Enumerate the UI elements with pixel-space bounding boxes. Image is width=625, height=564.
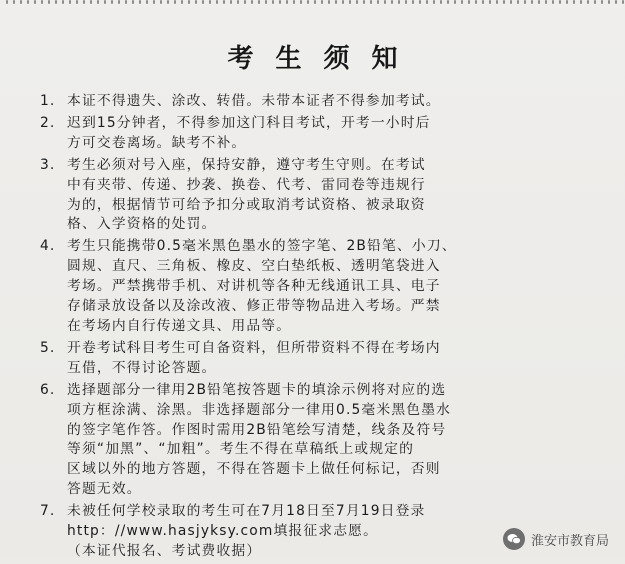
perforation-mark — [69, 0, 71, 4]
perforation-mark — [510, 0, 512, 4]
perforation-mark — [440, 0, 442, 4]
perforation-mark — [405, 0, 407, 4]
perforation-mark — [272, 0, 274, 4]
perforation-mark — [566, 0, 568, 4]
watermark — [503, 528, 609, 550]
notice-item — [40, 92, 600, 112]
perforation-mark — [174, 0, 176, 4]
perforation-mark — [552, 0, 554, 4]
perforation-mark — [447, 0, 449, 4]
perforation-mark — [426, 0, 428, 4]
perforation-mark — [335, 0, 337, 4]
perforation-mark — [181, 0, 183, 4]
perforation-edge — [0, 0, 625, 12]
notice-text-line: 迟到15分钟者，不得参加这门科目考试，开考一小时后 — [67, 114, 431, 131]
perforation-mark — [251, 0, 253, 4]
watermark-text: 淮安市教育局 — [530, 533, 609, 549]
perforation-mark — [202, 0, 204, 4]
perforation-mark — [76, 0, 78, 4]
notice-text-line: 答题无效。 — [67, 481, 142, 498]
notice-number: 7. — [40, 503, 56, 520]
perforation-mark — [230, 0, 232, 4]
perforation-mark — [62, 0, 64, 4]
perforation-mark — [356, 0, 358, 4]
notice-text-line: 考生只能携带0.5毫米黑色墨水的签字笔、2B铅笔、小刀、 — [67, 238, 457, 255]
notice-text-line: 未被任何学校录取的考生可在7月18日至7月19日登录 — [67, 503, 426, 520]
perforation-mark — [237, 0, 239, 4]
perforation-mark — [132, 0, 134, 4]
notice-text-line: 方可交卷离场。缺考不补。 — [67, 134, 247, 151]
perforation-mark — [517, 0, 519, 4]
perforation-mark — [363, 0, 365, 4]
perforation-mark — [475, 0, 477, 4]
notice-text-line: （本证代报名、考试费收据） — [67, 542, 262, 559]
perforation-mark — [468, 0, 470, 4]
perforation-mark — [349, 0, 351, 4]
perforation-mark — [55, 0, 57, 4]
perforation-mark — [503, 0, 505, 4]
perforation-mark — [615, 0, 617, 4]
perforation-mark — [139, 0, 141, 4]
perforation-mark — [321, 0, 323, 4]
perforation-mark — [6, 0, 8, 4]
notice-text-line: 考生必须对号入座，保持安静，遵守考生守则。在考试 — [67, 156, 426, 173]
perforation-mark — [580, 0, 582, 4]
perforation-mark — [209, 0, 211, 4]
perforation-mark — [125, 0, 127, 4]
perforation-mark — [118, 0, 120, 4]
perforation-mark — [48, 0, 50, 4]
notice-number: 3. — [40, 156, 56, 173]
notice-text-line: 在考场内自行传递文具、用品等。 — [67, 317, 292, 334]
notice-text-line: 区域以外的地方答题，不得在答题卡上做任何标记，否则 — [67, 461, 441, 478]
perforation-mark — [531, 0, 533, 4]
perforation-mark — [391, 0, 393, 4]
perforation-mark — [216, 0, 218, 4]
perforation-mark — [153, 0, 155, 4]
notice-text-line: 开卷考试科目考生可自备资料，但所带资料不得在考场内 — [67, 339, 441, 356]
perforation-mark — [328, 0, 330, 4]
perforation-mark — [195, 0, 197, 4]
notice-text-line: 项方框涂满、涂黑。非选择题部分一律用0.5毫米黑色墨水 — [67, 401, 452, 418]
notice-item — [40, 381, 600, 500]
notice-item — [40, 237, 600, 337]
perforation-mark — [188, 0, 190, 4]
perforation-mark — [573, 0, 575, 4]
perforation-mark — [13, 0, 15, 4]
perforation-mark — [223, 0, 225, 4]
perforation-mark — [97, 0, 99, 4]
perforation-mark — [489, 0, 491, 4]
perforation-mark — [454, 0, 456, 4]
notice-text-line: 存储录放设备以及涂改液、修正带等物品进入考场。严禁 — [67, 298, 441, 315]
perforation-mark — [412, 0, 414, 4]
perforation-mark — [545, 0, 547, 4]
notice-text-line: 互借，不得讨论答题。 — [67, 359, 217, 376]
perforation-mark — [314, 0, 316, 4]
perforation-mark — [167, 0, 169, 4]
notice-text-line: 为的，根据情节可给予扣分或取消考试资格、被录取资 — [67, 196, 426, 213]
perforation-mark — [482, 0, 484, 4]
notice-item — [40, 339, 600, 379]
perforation-mark — [608, 0, 610, 4]
perforation-mark — [90, 0, 92, 4]
notice-item — [40, 156, 600, 236]
perforation-mark — [34, 0, 36, 4]
perforation-mark — [265, 0, 267, 4]
perforation-mark — [342, 0, 344, 4]
notice-number: 6. — [40, 381, 56, 398]
perforation-mark — [496, 0, 498, 4]
perforation-mark — [300, 0, 302, 4]
perforation-mark — [258, 0, 260, 4]
notice-number: 2. — [40, 114, 56, 131]
perforation-mark — [104, 0, 106, 4]
notice-item — [40, 114, 600, 154]
perforation-mark — [587, 0, 589, 4]
perforation-mark — [41, 0, 43, 4]
perforation-mark — [622, 0, 624, 4]
perforation-mark — [286, 0, 288, 4]
notice-text-line: 格、入学资格的处罚。 — [67, 216, 217, 233]
page-title: 考生须知 — [227, 44, 420, 74]
perforation-mark — [27, 0, 29, 4]
notice-text-line: 选择题部分一律用2B铅笔按答题卡的填涂示例将对应的选 — [67, 381, 447, 398]
perforation-mark — [244, 0, 246, 4]
notice-text-line: 圆规、直尺、三角板、橡皮、空白垫纸板、透明笔袋进入 — [67, 258, 441, 275]
perforation-mark — [160, 0, 162, 4]
perforation-mark — [433, 0, 435, 4]
wechat-icon — [503, 528, 525, 550]
perforation-mark — [307, 0, 309, 4]
notice-text-line: 考场。严禁携带手机、对讲机等各种无线通讯工具、电子 — [67, 278, 441, 295]
perforation-mark — [398, 0, 400, 4]
perforation-mark — [20, 0, 22, 4]
perforation-mark — [538, 0, 540, 4]
perforation-mark — [461, 0, 463, 4]
notice-number: 5. — [40, 339, 56, 356]
notice-text-line: 的签字笔作答。作图时需用2B铅笔绘写清楚，线条及符号 — [67, 421, 447, 438]
perforation-mark — [370, 0, 372, 4]
notice-text-line: http：//www.hasjyksy.com填报征求志愿。 — [67, 523, 379, 540]
perforation-mark — [111, 0, 113, 4]
perforation-mark — [377, 0, 379, 4]
perforation-mark — [524, 0, 526, 4]
perforation-mark — [293, 0, 295, 4]
perforation-mark — [384, 0, 386, 4]
perforation-mark — [146, 0, 148, 4]
perforation-mark — [419, 0, 421, 4]
perforation-mark — [559, 0, 561, 4]
notice-text-line: 本证不得遗失、涂改、转借。未带本证者不得参加考试。 — [67, 93, 441, 109]
perforation-mark — [601, 0, 603, 4]
perforation-mark — [83, 0, 85, 4]
perforation-mark — [594, 0, 596, 4]
notice-text-line: 中有夹带、传递、抄袭、换卷、代考、雷同卷等违规行 — [67, 176, 426, 193]
notice-text-line: 等须“加黑”、“加粗”。考生不得在草稿纸上或规定的 — [67, 441, 415, 458]
notice-number: 4. — [40, 238, 56, 255]
notice-list — [40, 92, 600, 564]
notice-number: 1. — [40, 93, 56, 109]
perforation-mark — [279, 0, 281, 4]
